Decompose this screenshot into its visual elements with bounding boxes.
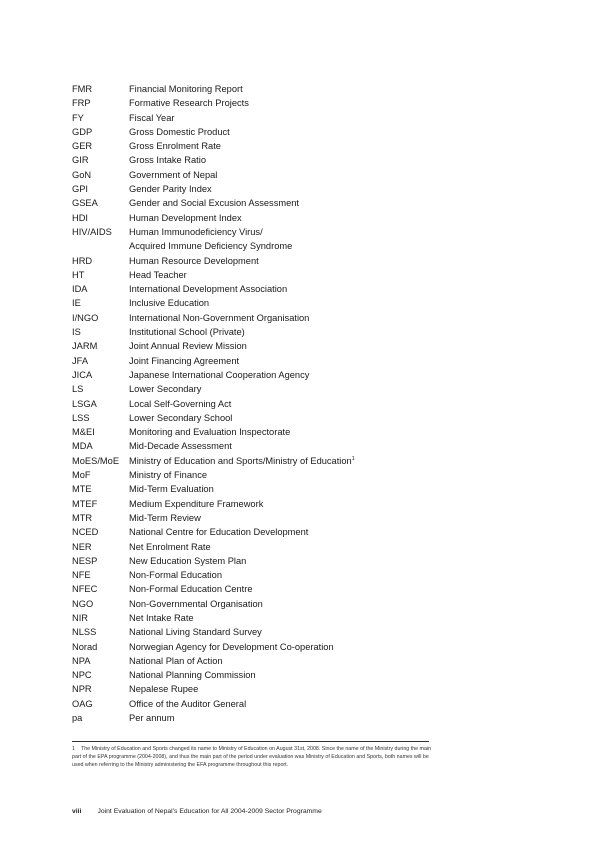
abbreviation-term: JFA bbox=[72, 355, 89, 366]
abbreviation-definition bbox=[129, 354, 239, 368]
abbreviation-row bbox=[72, 668, 472, 682]
abbreviation-row bbox=[72, 439, 472, 453]
abbreviation-row bbox=[72, 282, 472, 296]
abbreviation-term: LSGA bbox=[72, 398, 97, 409]
abbreviation-term: M&EI bbox=[72, 427, 95, 438]
abbreviation-term: IE bbox=[72, 298, 81, 309]
abbreviation-definition bbox=[129, 668, 256, 682]
abbreviation-row bbox=[72, 525, 472, 539]
definition-text: Norwegian Agency for Development Co-operation bbox=[129, 641, 334, 652]
definition-text: Mid-Term Evaluation bbox=[129, 484, 214, 495]
abbreviation-definition bbox=[129, 296, 209, 310]
definition-text: Acquired Immune Deficiency Syndrome bbox=[129, 241, 293, 252]
abbreviation-definition bbox=[129, 554, 246, 568]
abbreviation-term: JICA bbox=[72, 369, 93, 380]
abbreviation-definition bbox=[129, 682, 198, 696]
definition-text: Local Self-Governing Act bbox=[129, 398, 232, 409]
definition-text: Ministry of Education and Sports/Ministry of Education bbox=[129, 455, 352, 466]
abbreviation-definition bbox=[129, 625, 262, 639]
abbreviation-term: FRP bbox=[72, 98, 91, 109]
abbreviation-row bbox=[72, 196, 472, 210]
abbreviation-definition bbox=[129, 282, 287, 296]
definition-text: Non-Formal Education Centre bbox=[129, 584, 253, 595]
abbreviation-term: MTR bbox=[72, 512, 93, 523]
footnote bbox=[72, 745, 432, 769]
abbreviation-definition bbox=[129, 225, 263, 239]
abbreviation-term: NESP bbox=[72, 555, 98, 566]
abbreviation-term: LSS bbox=[72, 412, 90, 423]
abbreviation-row bbox=[72, 697, 472, 711]
abbreviation-definition bbox=[129, 439, 232, 453]
definition-text: International Development Association bbox=[129, 284, 288, 295]
abbreviation-row bbox=[72, 554, 472, 568]
abbreviation-term: GPI bbox=[72, 184, 89, 195]
abbreviation-row bbox=[72, 640, 472, 654]
abbreviation-definition bbox=[129, 482, 214, 496]
abbreviation-term: NCED bbox=[72, 527, 99, 538]
abbreviation-row bbox=[72, 96, 472, 110]
definition-text: Mid-Decade Assessment bbox=[129, 441, 232, 452]
abbreviation-definition bbox=[129, 540, 211, 554]
abbreviation-term: JARM bbox=[72, 341, 98, 352]
abbreviation-row bbox=[72, 268, 472, 282]
definition-text: Formative Research Projects bbox=[129, 98, 249, 109]
abbreviation-row bbox=[72, 597, 472, 611]
abbreviation-row bbox=[72, 511, 472, 525]
abbreviation-term: HIV/AIDS bbox=[72, 226, 112, 237]
abbreviation-term: NER bbox=[72, 541, 92, 552]
abbreviation-definition bbox=[129, 525, 308, 539]
abbreviation-term: FY bbox=[72, 112, 84, 123]
definition-text: Human Resource Development bbox=[129, 255, 259, 266]
footer-title: Joint Evaluation of Nepal’s Education for All 2004-2009 Sector Programme bbox=[97, 808, 322, 815]
abbreviation-definition bbox=[129, 454, 355, 468]
abbreviation-row bbox=[72, 239, 472, 253]
abbreviation-definition bbox=[129, 368, 309, 382]
abbreviation-term: pa bbox=[72, 713, 83, 724]
abbreviation-definition bbox=[129, 111, 174, 125]
abbreviation-term: NFEC bbox=[72, 584, 98, 595]
definition-text: Japanese International Cooperation Agency bbox=[129, 369, 310, 380]
definition-text: National Centre for Education Development bbox=[129, 527, 309, 538]
abbreviation-term: NPC bbox=[72, 670, 92, 681]
definition-text: New Education System Plan bbox=[129, 555, 247, 566]
definition-text: Net Enrolment Rate bbox=[129, 541, 211, 552]
definition-text: Lower Secondary School bbox=[129, 412, 233, 423]
abbreviation-row bbox=[72, 311, 472, 325]
page-number: viii bbox=[72, 808, 82, 815]
abbreviation-definition bbox=[129, 654, 223, 668]
definition-text: Joint Financing Agreement bbox=[129, 355, 240, 366]
abbreviation-term: MTEF bbox=[72, 498, 98, 509]
abbreviation-term: NPA bbox=[72, 655, 91, 666]
definition-text: Human Immunodeficiency Virus/ bbox=[129, 226, 263, 237]
abbreviation-term bbox=[72, 239, 129, 253]
abbreviation-definition bbox=[129, 697, 246, 711]
abbreviation-definition bbox=[129, 211, 242, 225]
abbreviation-term: NFE bbox=[72, 570, 91, 581]
abbreviation-row bbox=[72, 168, 472, 182]
abbreviation-definition bbox=[129, 597, 263, 611]
definition-text: National Planning Commission bbox=[129, 670, 256, 681]
abbreviation-definition bbox=[129, 640, 334, 654]
footnote-number: 1 bbox=[72, 746, 75, 752]
abbreviation-definition bbox=[129, 82, 243, 96]
definition-text: Institutional School (Private) bbox=[129, 327, 245, 338]
abbreviation-definition bbox=[129, 254, 259, 268]
definition-text: Gender Parity Index bbox=[129, 184, 212, 195]
abbreviation-row bbox=[72, 582, 472, 596]
abbreviation-row bbox=[72, 611, 472, 625]
abbreviation-term: GIR bbox=[72, 155, 89, 166]
abbreviation-row bbox=[72, 139, 472, 153]
abbreviation-definition bbox=[129, 96, 249, 110]
abbreviation-row bbox=[72, 397, 472, 411]
abbreviation-row bbox=[72, 682, 472, 696]
definition-text: Head Teacher bbox=[129, 269, 187, 280]
abbreviation-row bbox=[72, 153, 472, 167]
abbreviation-definition bbox=[129, 568, 222, 582]
abbreviation-definition bbox=[129, 397, 231, 411]
abbreviation-definition bbox=[129, 382, 201, 396]
definition-text: National Living Standard Survey bbox=[129, 627, 262, 638]
abbreviation-row bbox=[72, 296, 472, 310]
footnote-reference: 1 bbox=[351, 455, 355, 462]
definition-text: Nepalese Rupee bbox=[129, 684, 199, 695]
abbreviation-term: FMR bbox=[72, 84, 93, 94]
abbreviation-term: IDA bbox=[72, 284, 88, 295]
abbreviation-list bbox=[72, 82, 472, 725]
abbreviation-term: LS bbox=[72, 384, 84, 395]
abbreviation-term: NLSS bbox=[72, 627, 97, 638]
definition-text: Ministry of Finance bbox=[129, 470, 208, 481]
page-footer bbox=[72, 808, 322, 815]
abbreviation-definition bbox=[129, 239, 292, 253]
abbreviation-term: HDI bbox=[72, 212, 89, 223]
abbreviation-definition bbox=[129, 168, 217, 182]
definition-text: International Non-Government Organisation bbox=[129, 312, 310, 323]
definition-text: Financial Monitoring Report bbox=[129, 84, 243, 94]
abbreviation-term: NIR bbox=[72, 612, 89, 623]
abbreviation-term: GSEA bbox=[72, 198, 98, 209]
abbreviation-row bbox=[72, 568, 472, 582]
abbreviation-row bbox=[72, 425, 472, 439]
abbreviation-definition bbox=[129, 325, 245, 339]
definition-text: Gross Intake Ratio bbox=[129, 155, 206, 166]
definition-text: Mid-Term Review bbox=[129, 512, 201, 523]
footnote-text: The Ministry of Education and Sports changed its name to Ministry of Education on August 31st, 2008. Since the name of the Ministry during the main part of the EPA programme (2004-2008), and thus the main part of the period under evaluation was Ministry of Education and Sports, both names will be used when referring to the Ministry administering the EFA programme throughout this report. bbox=[72, 746, 432, 768]
abbreviation-term: MDA bbox=[72, 441, 93, 452]
abbreviation-row bbox=[72, 654, 472, 668]
definition-text: Per annum bbox=[129, 713, 175, 724]
abbreviation-term: IS bbox=[72, 327, 81, 338]
abbreviation-row bbox=[72, 368, 472, 382]
definition-text: Non-Formal Education bbox=[129, 570, 223, 581]
abbreviation-row bbox=[72, 339, 472, 353]
abbreviation-row bbox=[72, 111, 472, 125]
abbreviation-row bbox=[72, 354, 472, 368]
definition-text: Net Intake Rate bbox=[129, 612, 194, 623]
abbreviation-term: MTE bbox=[72, 484, 92, 495]
abbreviation-term: HRD bbox=[72, 255, 93, 266]
abbreviation-definition bbox=[129, 582, 253, 596]
abbreviation-row bbox=[72, 540, 472, 554]
abbreviation-term: NPR bbox=[72, 684, 92, 695]
abbreviation-row bbox=[72, 182, 472, 196]
definition-text: Inclusive Education bbox=[129, 298, 210, 309]
abbreviation-row bbox=[72, 382, 472, 396]
abbreviation-term: GoN bbox=[72, 169, 92, 180]
abbreviation-row bbox=[72, 325, 472, 339]
abbreviation-definition bbox=[129, 711, 174, 725]
abbreviation-definition bbox=[129, 196, 299, 210]
abbreviation-row bbox=[72, 454, 472, 468]
abbreviation-row bbox=[72, 482, 472, 496]
definition-text: Joint Annual Review Mission bbox=[129, 341, 247, 352]
abbreviation-definition bbox=[129, 468, 207, 482]
definition-text: Non-Governmental Organisation bbox=[129, 598, 263, 609]
definition-text: Fiscal Year bbox=[129, 112, 175, 123]
definition-text: Lower Secondary bbox=[129, 384, 202, 395]
abbreviation-term: MoES/MoE bbox=[72, 455, 120, 466]
abbreviation-row bbox=[72, 82, 472, 96]
definition-text: Medium Expenditure Framework bbox=[129, 498, 264, 509]
abbreviation-definition bbox=[129, 125, 230, 139]
abbreviation-term: HT bbox=[72, 269, 85, 280]
definition-text: Office of the Auditor General bbox=[129, 698, 247, 709]
abbreviation-term: GER bbox=[72, 141, 93, 152]
abbreviation-row bbox=[72, 497, 472, 511]
abbreviation-definition bbox=[129, 311, 309, 325]
abbreviation-row bbox=[72, 254, 472, 268]
abbreviation-term: OAG bbox=[72, 698, 93, 709]
abbreviation-definition bbox=[129, 182, 212, 196]
abbreviation-term: Norad bbox=[72, 641, 98, 652]
definition-text: Government of Nepal bbox=[129, 169, 218, 180]
definition-text: Human Development Index bbox=[129, 212, 242, 223]
definition-text: National Plan of Action bbox=[129, 655, 223, 666]
abbreviation-term: I/NGO bbox=[72, 312, 99, 323]
definition-text: Monitoring and Evaluation Inspectorate bbox=[129, 427, 291, 438]
abbreviation-row bbox=[72, 468, 472, 482]
footnote-divider bbox=[72, 741, 429, 742]
abbreviation-definition bbox=[129, 497, 263, 511]
abbreviation-definition bbox=[129, 153, 206, 167]
abbreviation-definition bbox=[129, 425, 290, 439]
abbreviation-definition bbox=[129, 511, 201, 525]
abbreviation-definition bbox=[129, 611, 194, 625]
abbreviation-term: NGO bbox=[72, 598, 94, 609]
abbreviation-definition bbox=[129, 139, 221, 153]
abbreviation-row bbox=[72, 125, 472, 139]
abbreviation-row bbox=[72, 411, 472, 425]
definition-text: Gender and Social Excusion Assessment bbox=[129, 198, 300, 209]
abbreviation-row bbox=[72, 711, 472, 725]
abbreviation-definition bbox=[129, 339, 247, 353]
abbreviation-row bbox=[72, 625, 472, 639]
abbreviation-definition bbox=[129, 268, 187, 282]
abbreviation-definition bbox=[129, 411, 232, 425]
abbreviation-row bbox=[72, 225, 472, 239]
abbreviation-term: MoF bbox=[72, 470, 91, 481]
definition-text: Gross Enrolment Rate bbox=[129, 141, 221, 152]
abbreviation-term: GDP bbox=[72, 126, 93, 137]
abbreviation-row bbox=[72, 211, 472, 225]
definition-text: Gross Domestic Product bbox=[129, 126, 230, 137]
